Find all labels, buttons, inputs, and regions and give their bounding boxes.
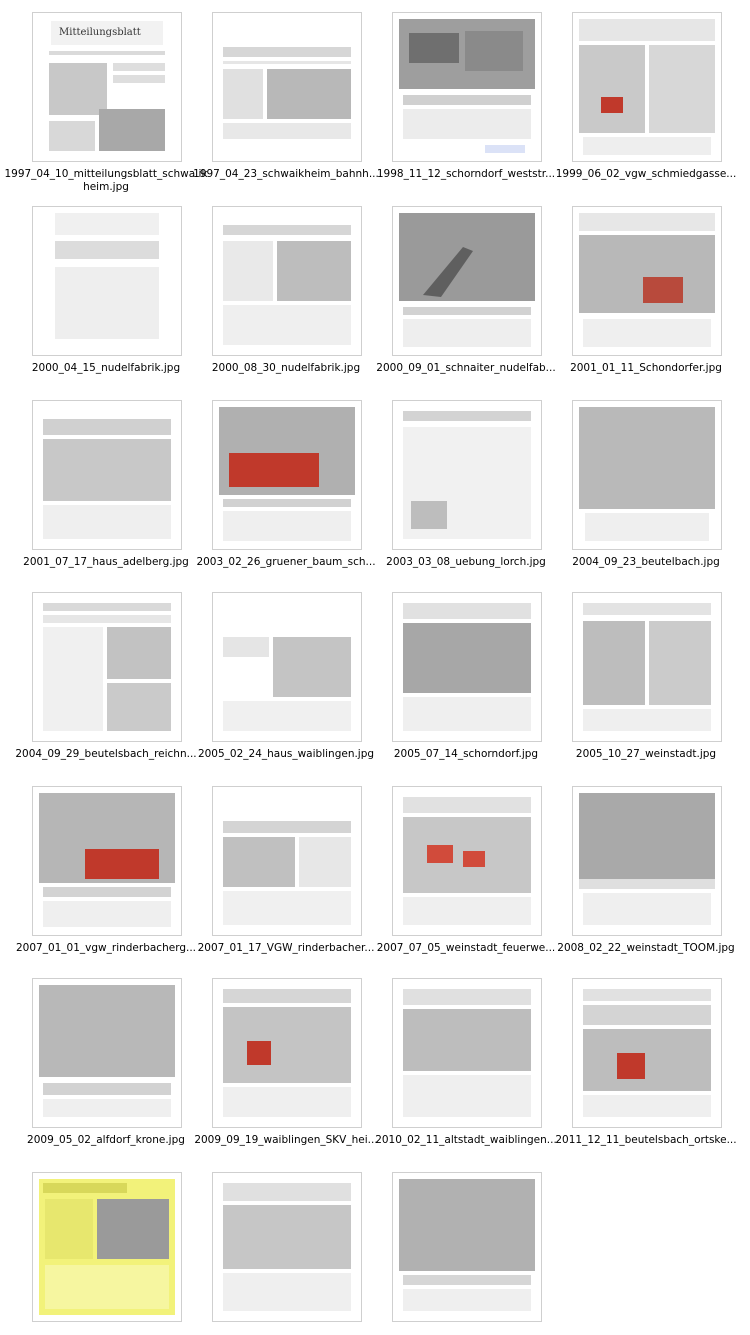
file-name: 2005_10_27_weinstadt.jpg <box>575 748 717 760</box>
newspaper-thumbnail-icon <box>573 593 721 741</box>
thumbnail-image <box>572 592 722 742</box>
file-thumbnail[interactable] <box>360 12 556 202</box>
thumbnail-image <box>392 12 542 162</box>
newspaper-thumbnail-icon <box>393 979 541 1127</box>
thumbnail-image <box>212 592 362 742</box>
thumbnail-image <box>32 1172 182 1322</box>
file-thumbnail[interactable] <box>360 786 556 976</box>
thumbnail-image <box>212 978 362 1128</box>
thumbnail-image <box>32 786 182 936</box>
file-thumbnail[interactable] <box>360 206 556 396</box>
newspaper-thumbnail-icon <box>573 401 721 549</box>
file-thumbnail[interactable] <box>360 1172 540 1335</box>
file-thumbnail[interactable] <box>0 978 185 1168</box>
thumbnail-image <box>392 1172 542 1322</box>
newspaper-thumbnail-icon <box>393 207 541 355</box>
file-name: 2001_07_17_haus_adelberg.jpg <box>23 556 189 568</box>
thumbnail-image <box>392 978 542 1128</box>
file-name: 2000_04_15_nudelfabrik.jpg <box>31 362 181 374</box>
file-name: 2007_07_05_weinstadt_feuerwe... <box>376 942 556 954</box>
file-name: 2000_09_01_schnaiter_nudelfab... <box>376 362 556 374</box>
file-thumbnail[interactable] <box>540 592 720 782</box>
file-thumbnail[interactable] <box>180 12 379 202</box>
file-thumbnail[interactable] <box>0 206 180 396</box>
file-name: 1998_11_12_schorndorf_weststr... <box>376 168 556 180</box>
file-thumbnail[interactable] <box>0 592 197 782</box>
file-name: 2000_08_30_nudelfabrik.jpg <box>211 362 361 374</box>
file-thumbnail[interactable] <box>540 978 737 1168</box>
file-name: 2001_01_11_Schondorfer.jpg <box>570 362 722 374</box>
file-thumbnail[interactable] <box>540 206 720 396</box>
file-name: 2008_02_22_weinstadt_TOOM.jpg <box>557 942 735 954</box>
file-thumbnail[interactable] <box>360 592 540 782</box>
file-name: 2010_02_11_altstadt_waiblingen... <box>375 1134 557 1146</box>
newspaper-thumbnail-icon <box>393 401 541 549</box>
thumbnail-image <box>572 12 722 162</box>
file-name: 2004_09_29_beutelsbach_reichn... <box>15 748 197 760</box>
newspaper-thumbnail-icon <box>213 207 361 355</box>
file-thumbnail[interactable] <box>0 400 189 590</box>
newspaper-thumbnail-icon <box>33 207 181 355</box>
file-name: 2011_12_11_beutelsbach_ortske... <box>555 1134 737 1146</box>
file-name: 2005_02_24_haus_waiblingen.jpg <box>197 748 375 760</box>
thumbnail-image <box>572 206 722 356</box>
file-thumbnail[interactable] <box>180 400 376 590</box>
file-thumbnail[interactable] <box>180 1172 360 1335</box>
newspaper-thumbnail-icon <box>33 979 181 1127</box>
newspaper-thumbnail-icon <box>33 593 181 741</box>
thumbnail-image <box>212 1172 362 1322</box>
thumbnail-image <box>572 400 722 550</box>
file-name: 1999_06_02_vgw_schmiedgasse... <box>555 168 737 180</box>
newspaper-thumbnail-icon <box>393 593 541 741</box>
newspaper-thumbnail-icon <box>393 13 541 161</box>
file-name: 2003_02_26_gruener_baum_sch... <box>196 556 376 568</box>
file-thumbnail[interactable] <box>540 12 737 202</box>
newspaper-thumbnail-icon <box>213 13 361 161</box>
newspaper-thumbnail-icon <box>213 593 361 741</box>
svg-text:Mitteilungsblatt: Mitteilungsblatt <box>59 27 141 38</box>
file-thumbnail[interactable] <box>0 786 197 976</box>
file-name: 2009_09_19_waiblingen_SKV_hei... <box>194 1134 378 1146</box>
file-name: 1997_04_10_mitteilungsblatt_schwa ikheim.jpg <box>4 168 208 193</box>
newspaper-thumbnail-icon <box>393 1173 541 1321</box>
thumbnail-image <box>32 592 182 742</box>
file-name: 2009_05_02_alfdorf_krone.jpg <box>27 1134 185 1146</box>
newspaper-thumbnail-icon <box>33 401 181 549</box>
thumbnail-image <box>572 786 722 936</box>
thumbnail-image <box>32 206 182 356</box>
file-thumbnail[interactable] <box>180 592 375 782</box>
thumbnail-image <box>392 592 542 742</box>
file-thumbnail[interactable] <box>0 12 208 202</box>
newspaper-thumbnail-icon <box>213 979 361 1127</box>
file-name: 2007_01_17_VGW_rinderbacher... <box>197 942 375 954</box>
thumbnail-image <box>212 206 362 356</box>
newspaper-thumbnail-icon <box>573 207 721 355</box>
file-name: 2007_01_01_vgw_rinderbacherg... <box>15 942 197 954</box>
newspaper-thumbnail-icon <box>393 787 541 935</box>
newspaper-thumbnail-icon <box>573 979 721 1127</box>
thumbnail-image <box>32 400 182 550</box>
thumbnail-image <box>212 400 362 550</box>
newspaper-thumbnail-icon <box>213 401 361 549</box>
newspaper-thumbnail-icon <box>573 13 721 161</box>
file-thumbnail[interactable] <box>180 206 360 396</box>
thumbnail-image <box>212 12 362 162</box>
newspaper-thumbnail-icon <box>33 787 181 935</box>
thumbnail-image <box>392 786 542 936</box>
thumbnail-image <box>32 978 182 1128</box>
file-name: 1997_04_23_schwaikheim_bahnh... <box>193 168 379 180</box>
thumbnail-image <box>572 978 722 1128</box>
thumbnail-image <box>392 206 542 356</box>
thumbnail-image <box>212 786 362 936</box>
file-thumbnail[interactable] <box>360 978 557 1168</box>
file-thumbnail[interactable] <box>540 786 735 976</box>
thumbnail-image <box>392 400 542 550</box>
file-name: 2004_09_23_beutelbach.jpg <box>572 556 720 568</box>
file-thumbnail[interactable] <box>360 400 546 590</box>
newspaper-thumbnail-icon <box>213 1173 361 1321</box>
file-thumbnail[interactable] <box>0 1172 180 1335</box>
file-thumbnail[interactable] <box>540 400 720 590</box>
file-thumbnail[interactable] <box>180 786 375 976</box>
thumbnail-image <box>32 12 182 162</box>
newspaper-thumbnail-icon <box>33 1173 181 1321</box>
newspaper-thumbnail-icon <box>573 787 721 935</box>
newspaper-thumbnail-icon <box>213 787 361 935</box>
file-name: 2005_07_14_schorndorf.jpg <box>393 748 539 760</box>
file-name: 2003_03_08_uebung_lorch.jpg <box>386 556 546 568</box>
file-thumbnail[interactable] <box>180 978 378 1168</box>
newspaper-thumbnail-icon <box>33 13 181 161</box>
